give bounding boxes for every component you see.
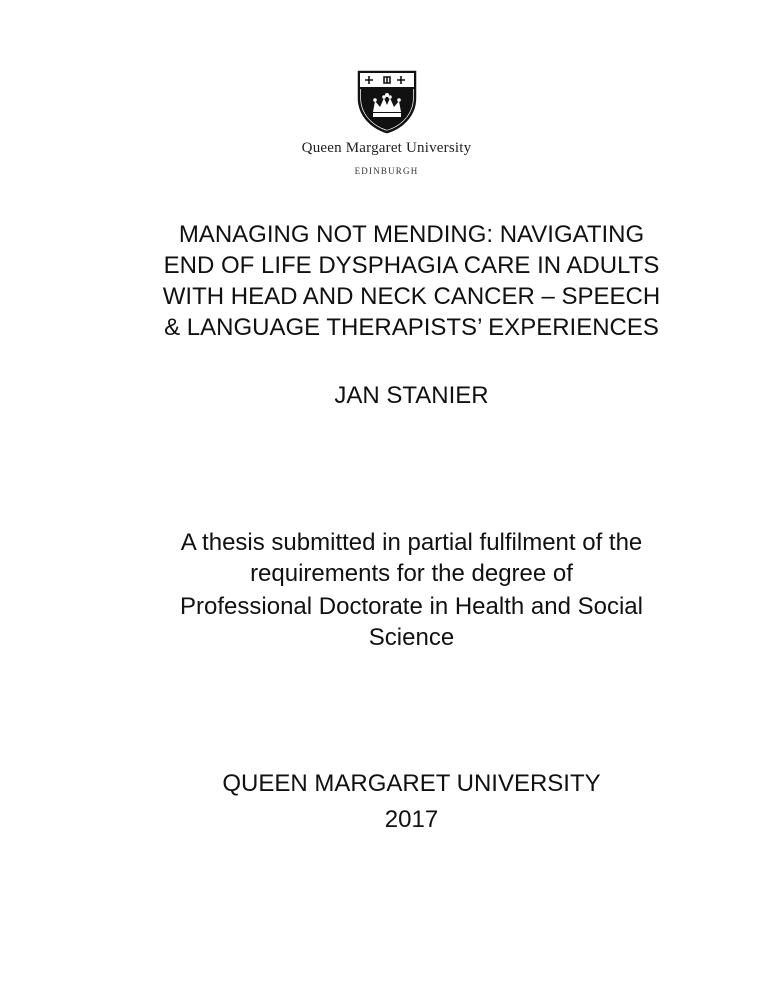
degree-line: Science xyxy=(368,624,455,651)
title-line: & LANGUAGE THERAPISTS’ EXPERIENCES xyxy=(164,314,659,341)
title-line: MANAGING NOT MENDING: NAVIGATING xyxy=(178,221,645,248)
institution-name: QUEEN MARGARET UNIVERSITY xyxy=(222,770,601,797)
university-city: EDINBURGH xyxy=(354,166,419,176)
degree-name xyxy=(0,591,773,653)
university-logo xyxy=(0,68,773,134)
submission-statement xyxy=(0,527,773,589)
title-line: WITH HEAD AND NECK CANCER – SPEECH xyxy=(162,283,661,310)
title-line: END OF LIFE DYSPHAGIA CARE IN ADULTS xyxy=(163,252,660,279)
author-name: JAN STANIER xyxy=(334,382,489,409)
submission-year: 2017 xyxy=(384,806,439,833)
degree-line: Professional Doctorate in Health and Social xyxy=(180,593,643,620)
university-crest-icon xyxy=(355,68,419,134)
statement-line: A thesis submitted in partial fulfilment of the xyxy=(180,529,643,556)
statement-line: requirements for the degree of xyxy=(250,560,573,587)
university-name: Queen Margaret University xyxy=(301,140,472,156)
thesis-title xyxy=(120,219,703,343)
